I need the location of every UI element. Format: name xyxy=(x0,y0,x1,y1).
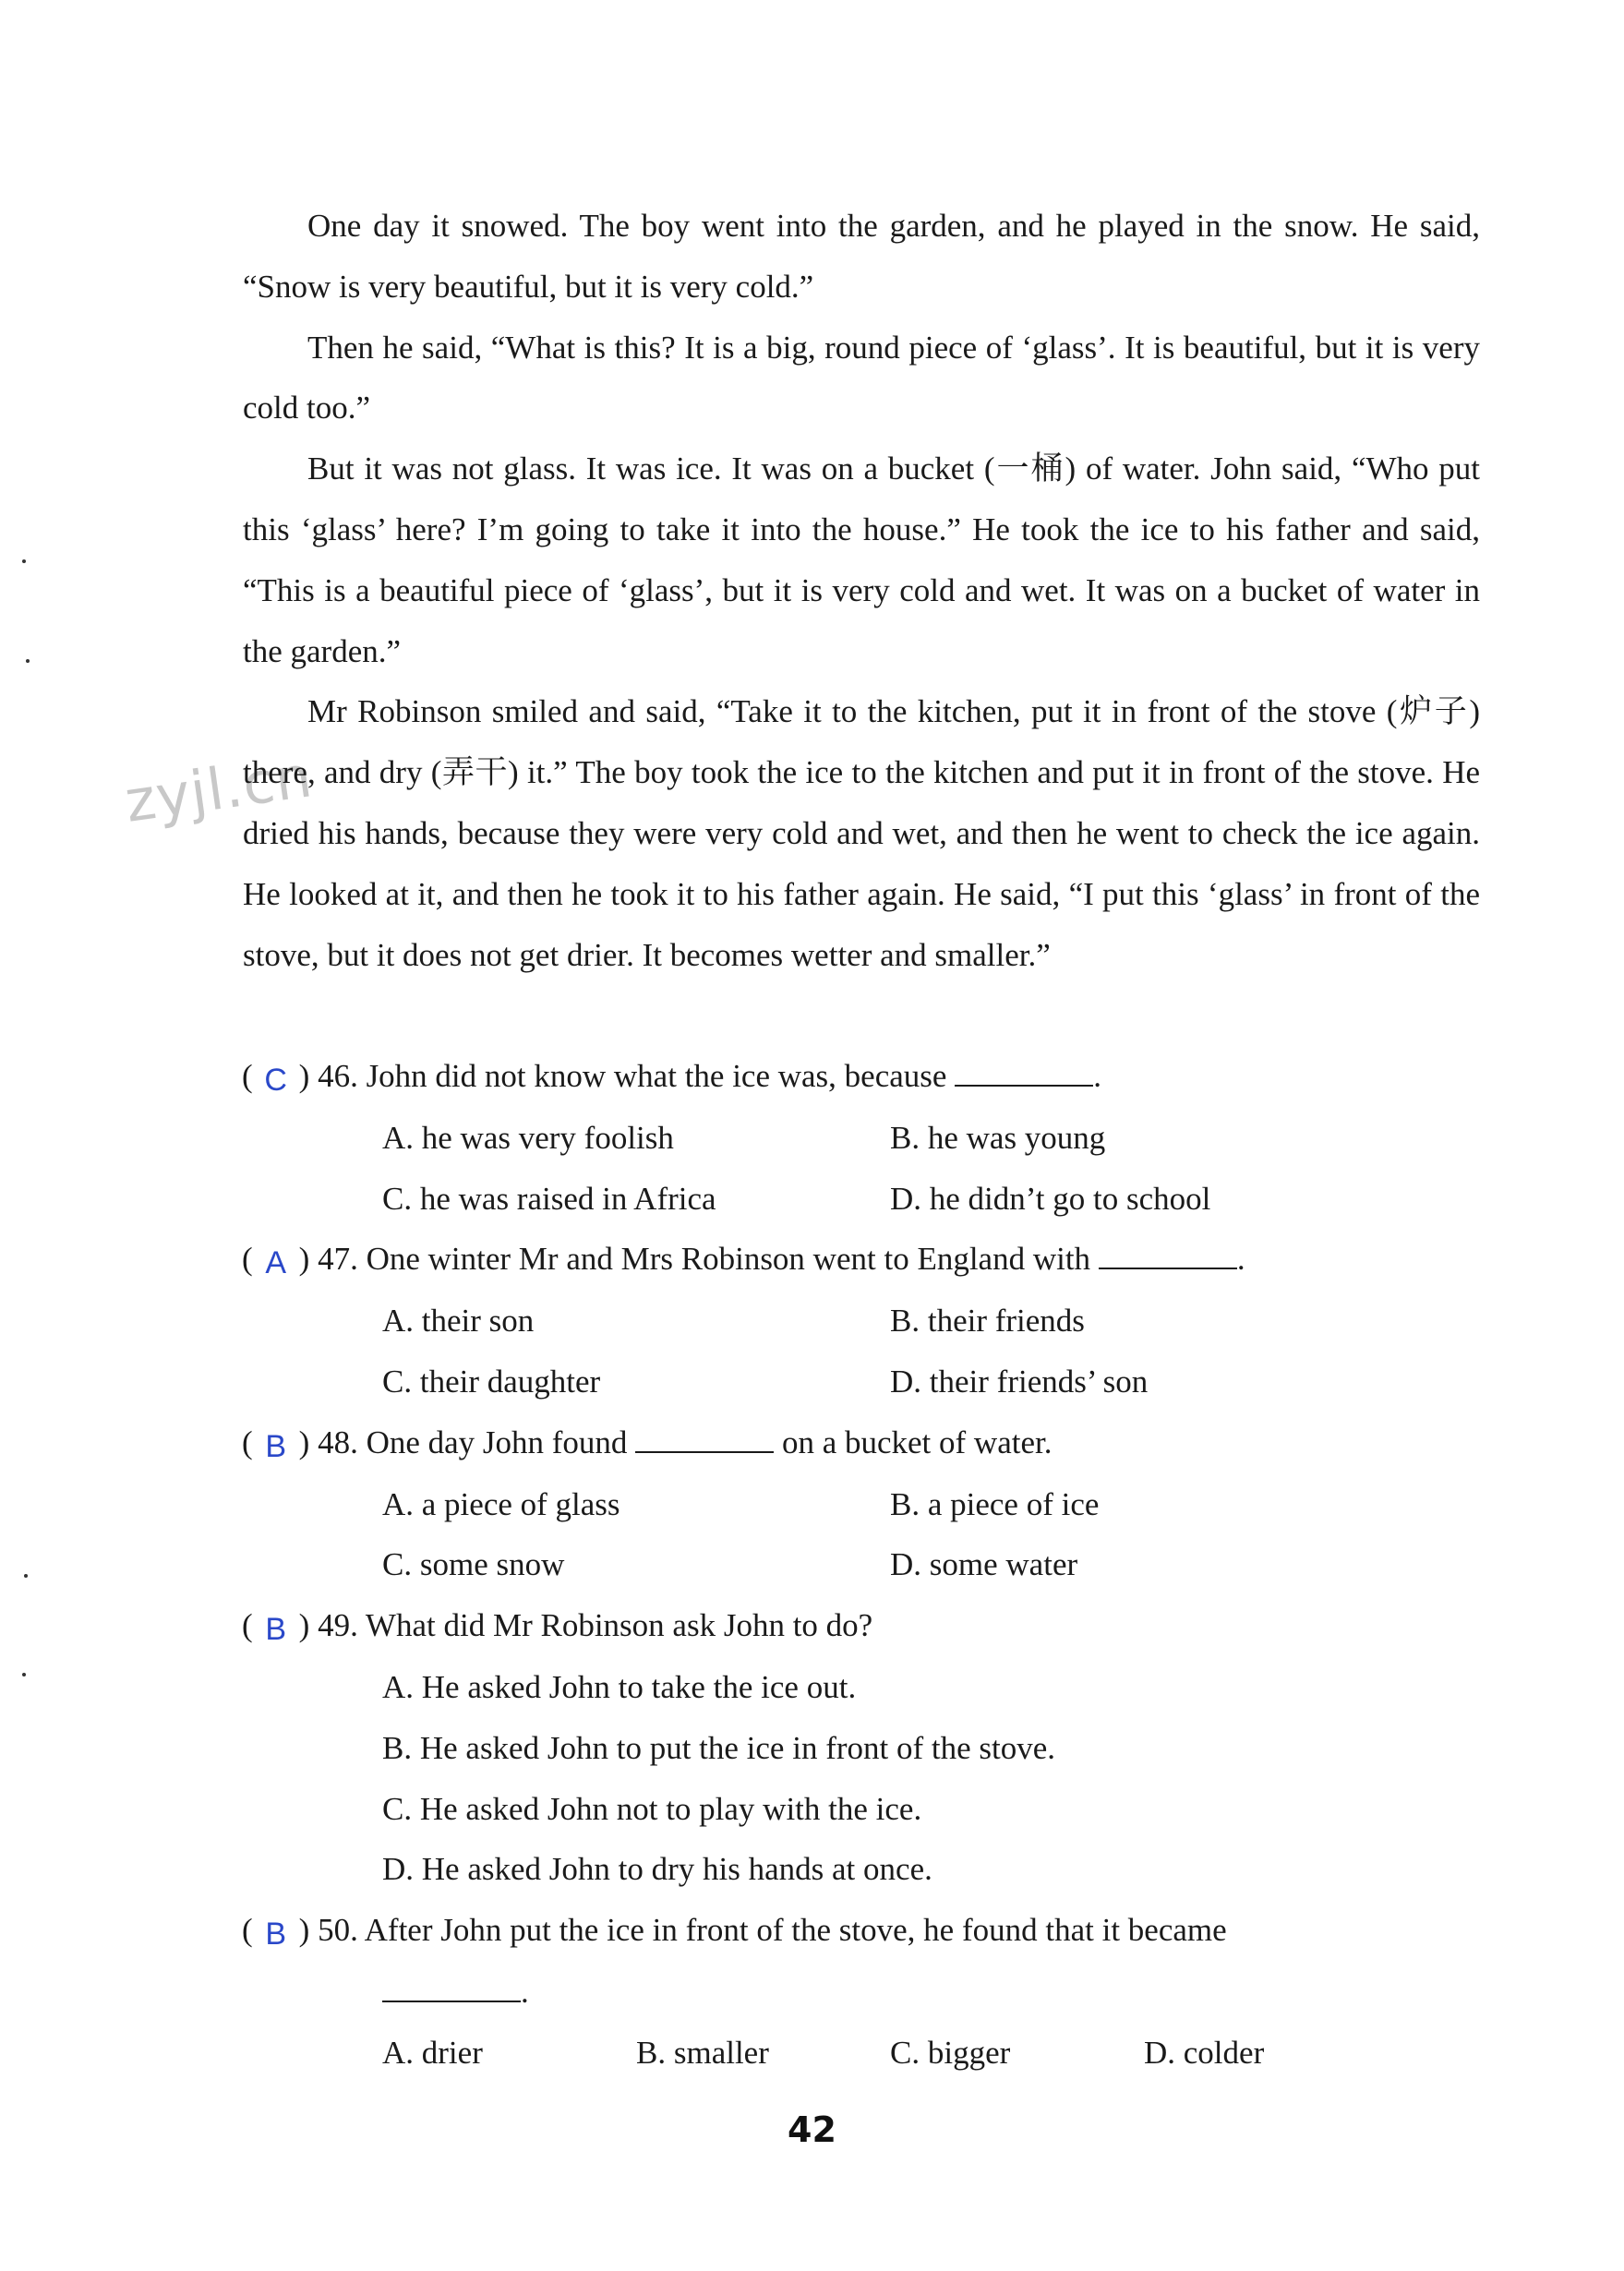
passage-paragraph: Mr Robinson smiled and said, “Take it to the kitchen, put it in front of the stove (炉子) there, and dry (弄干) it.” The boy took the ice to the kitchen and put it in front of the stove. He dried his hands, because they were very cold and wet, and then he went to check the ice again. He looked at it, and then he took it to his father again. He said, “I put this ‘glass’ in front of the stove, but it does not get drier. It becomes wetter and smaller.” xyxy=(243,693,1480,973)
reading-passage xyxy=(243,196,1480,985)
question-stem: 46. John did not know what the ice was, because xyxy=(318,1058,947,1094)
blank-line-50 xyxy=(382,1962,1479,2023)
option-d: D. colder xyxy=(1144,2034,1265,2071)
margin-mark xyxy=(26,659,30,663)
answer-mark: B xyxy=(265,1428,286,1464)
margin-mark xyxy=(24,1574,28,1578)
answer-blank xyxy=(635,1429,774,1453)
options-47 xyxy=(382,1291,1479,1412)
option-c: C. he was raised in Africa xyxy=(382,1180,716,1217)
question-47: ( A ) 47. One winter Mr and Mrs Robinson went to England with . xyxy=(242,1229,1479,1291)
answer-mark: B xyxy=(265,1612,286,1648)
option-a: A. He asked John to take the ice out. xyxy=(382,1668,857,1705)
option-c: C. bigger xyxy=(890,2034,1011,2071)
option-c: C. He asked John not to play with the ice. xyxy=(382,1790,922,1827)
page-number: 42 xyxy=(788,2109,836,2150)
question-stem: 48. One day John found xyxy=(318,1424,628,1460)
question-stem-end: . xyxy=(1093,1058,1101,1094)
answer-blank xyxy=(1099,1245,1237,1269)
option-a: A. drier xyxy=(382,2034,483,2071)
question-50: ( B ) 50. After John put the ice in front of the stove, he found that it became xyxy=(242,1900,1479,1962)
passage-paragraph: One day it snowed. The boy went into the garden, and he played in the snow. He said, “Snow is very beautiful, but it is very cold.” xyxy=(243,208,1480,305)
option-b: B. smaller xyxy=(636,2034,769,2071)
passage-paragraph: Then he said, “What is this? It is a big, round piece of ‘glass’. It is beautiful, but it is very cold too.” xyxy=(243,329,1480,427)
question-list xyxy=(242,1046,1479,2084)
option-d: D. some water xyxy=(890,1546,1078,1583)
question-46: ( C ) 46. John did not know what the ice was, because . xyxy=(242,1046,1479,1108)
option-a: A. he was very foolish xyxy=(382,1119,674,1156)
question-stem: 49. What did Mr Robinson ask John to do? xyxy=(318,1607,873,1644)
watermark: zyjl.cn xyxy=(120,742,317,835)
question-stem-end: . xyxy=(1236,1241,1245,1278)
answer-blank xyxy=(955,1063,1093,1087)
option-a: A. their son xyxy=(382,1303,535,1340)
option-b: B. a piece of ice xyxy=(890,1485,1100,1522)
option-d: D. their friends’ son xyxy=(890,1363,1149,1400)
option-d: D. He asked John to dry his hands at once. xyxy=(382,1851,932,1888)
margin-mark xyxy=(22,559,26,563)
options-49 xyxy=(382,1657,1479,1900)
question-stem: 47. One winter Mr and Mrs Robinson went to England with xyxy=(318,1241,1091,1278)
options-50 xyxy=(382,2023,1479,2084)
option-b: B. he was young xyxy=(890,1119,1106,1156)
option-c: C. some snow xyxy=(382,1546,565,1583)
question-stem-end: on a bucket of water. xyxy=(781,1424,1053,1460)
option-d: D. he didn’t go to school xyxy=(890,1180,1211,1217)
answer-mark: A xyxy=(265,1245,286,1281)
answer-mark: B xyxy=(265,1917,286,1953)
question-48: ( B ) 48. One day John found on a bucket of water. xyxy=(242,1412,1479,1474)
option-b: B. He asked John to put the ice in front of the stove. xyxy=(382,1729,1056,1766)
passage-paragraph: But it was not glass. It was ice. It was on a bucket (一桶) of water. John said, “Who put this ‘glass’ here? I’m going to take it into the house.” He took the ice to his father and said, “This is a beautiful piece of ‘glass’, but it is very cold and wet. It was on a bucket of water in the garden.” xyxy=(243,451,1480,669)
question-stem-end: . xyxy=(521,1973,529,2010)
margin-mark xyxy=(22,1673,26,1676)
question-49: ( B ) 49. What did Mr Robinson ask John to do? xyxy=(242,1595,1479,1657)
question-stem: 50. After John put the ice in front of the stove, he found that it became xyxy=(318,1912,1227,1949)
option-b: B. their friends xyxy=(890,1303,1085,1340)
answer-blank xyxy=(382,1978,521,2002)
options-48 xyxy=(382,1474,1479,1596)
options-46 xyxy=(382,1108,1479,1230)
option-c: C. their daughter xyxy=(382,1363,601,1400)
option-a: A. a piece of glass xyxy=(382,1485,620,1522)
answer-mark: C xyxy=(264,1063,287,1098)
